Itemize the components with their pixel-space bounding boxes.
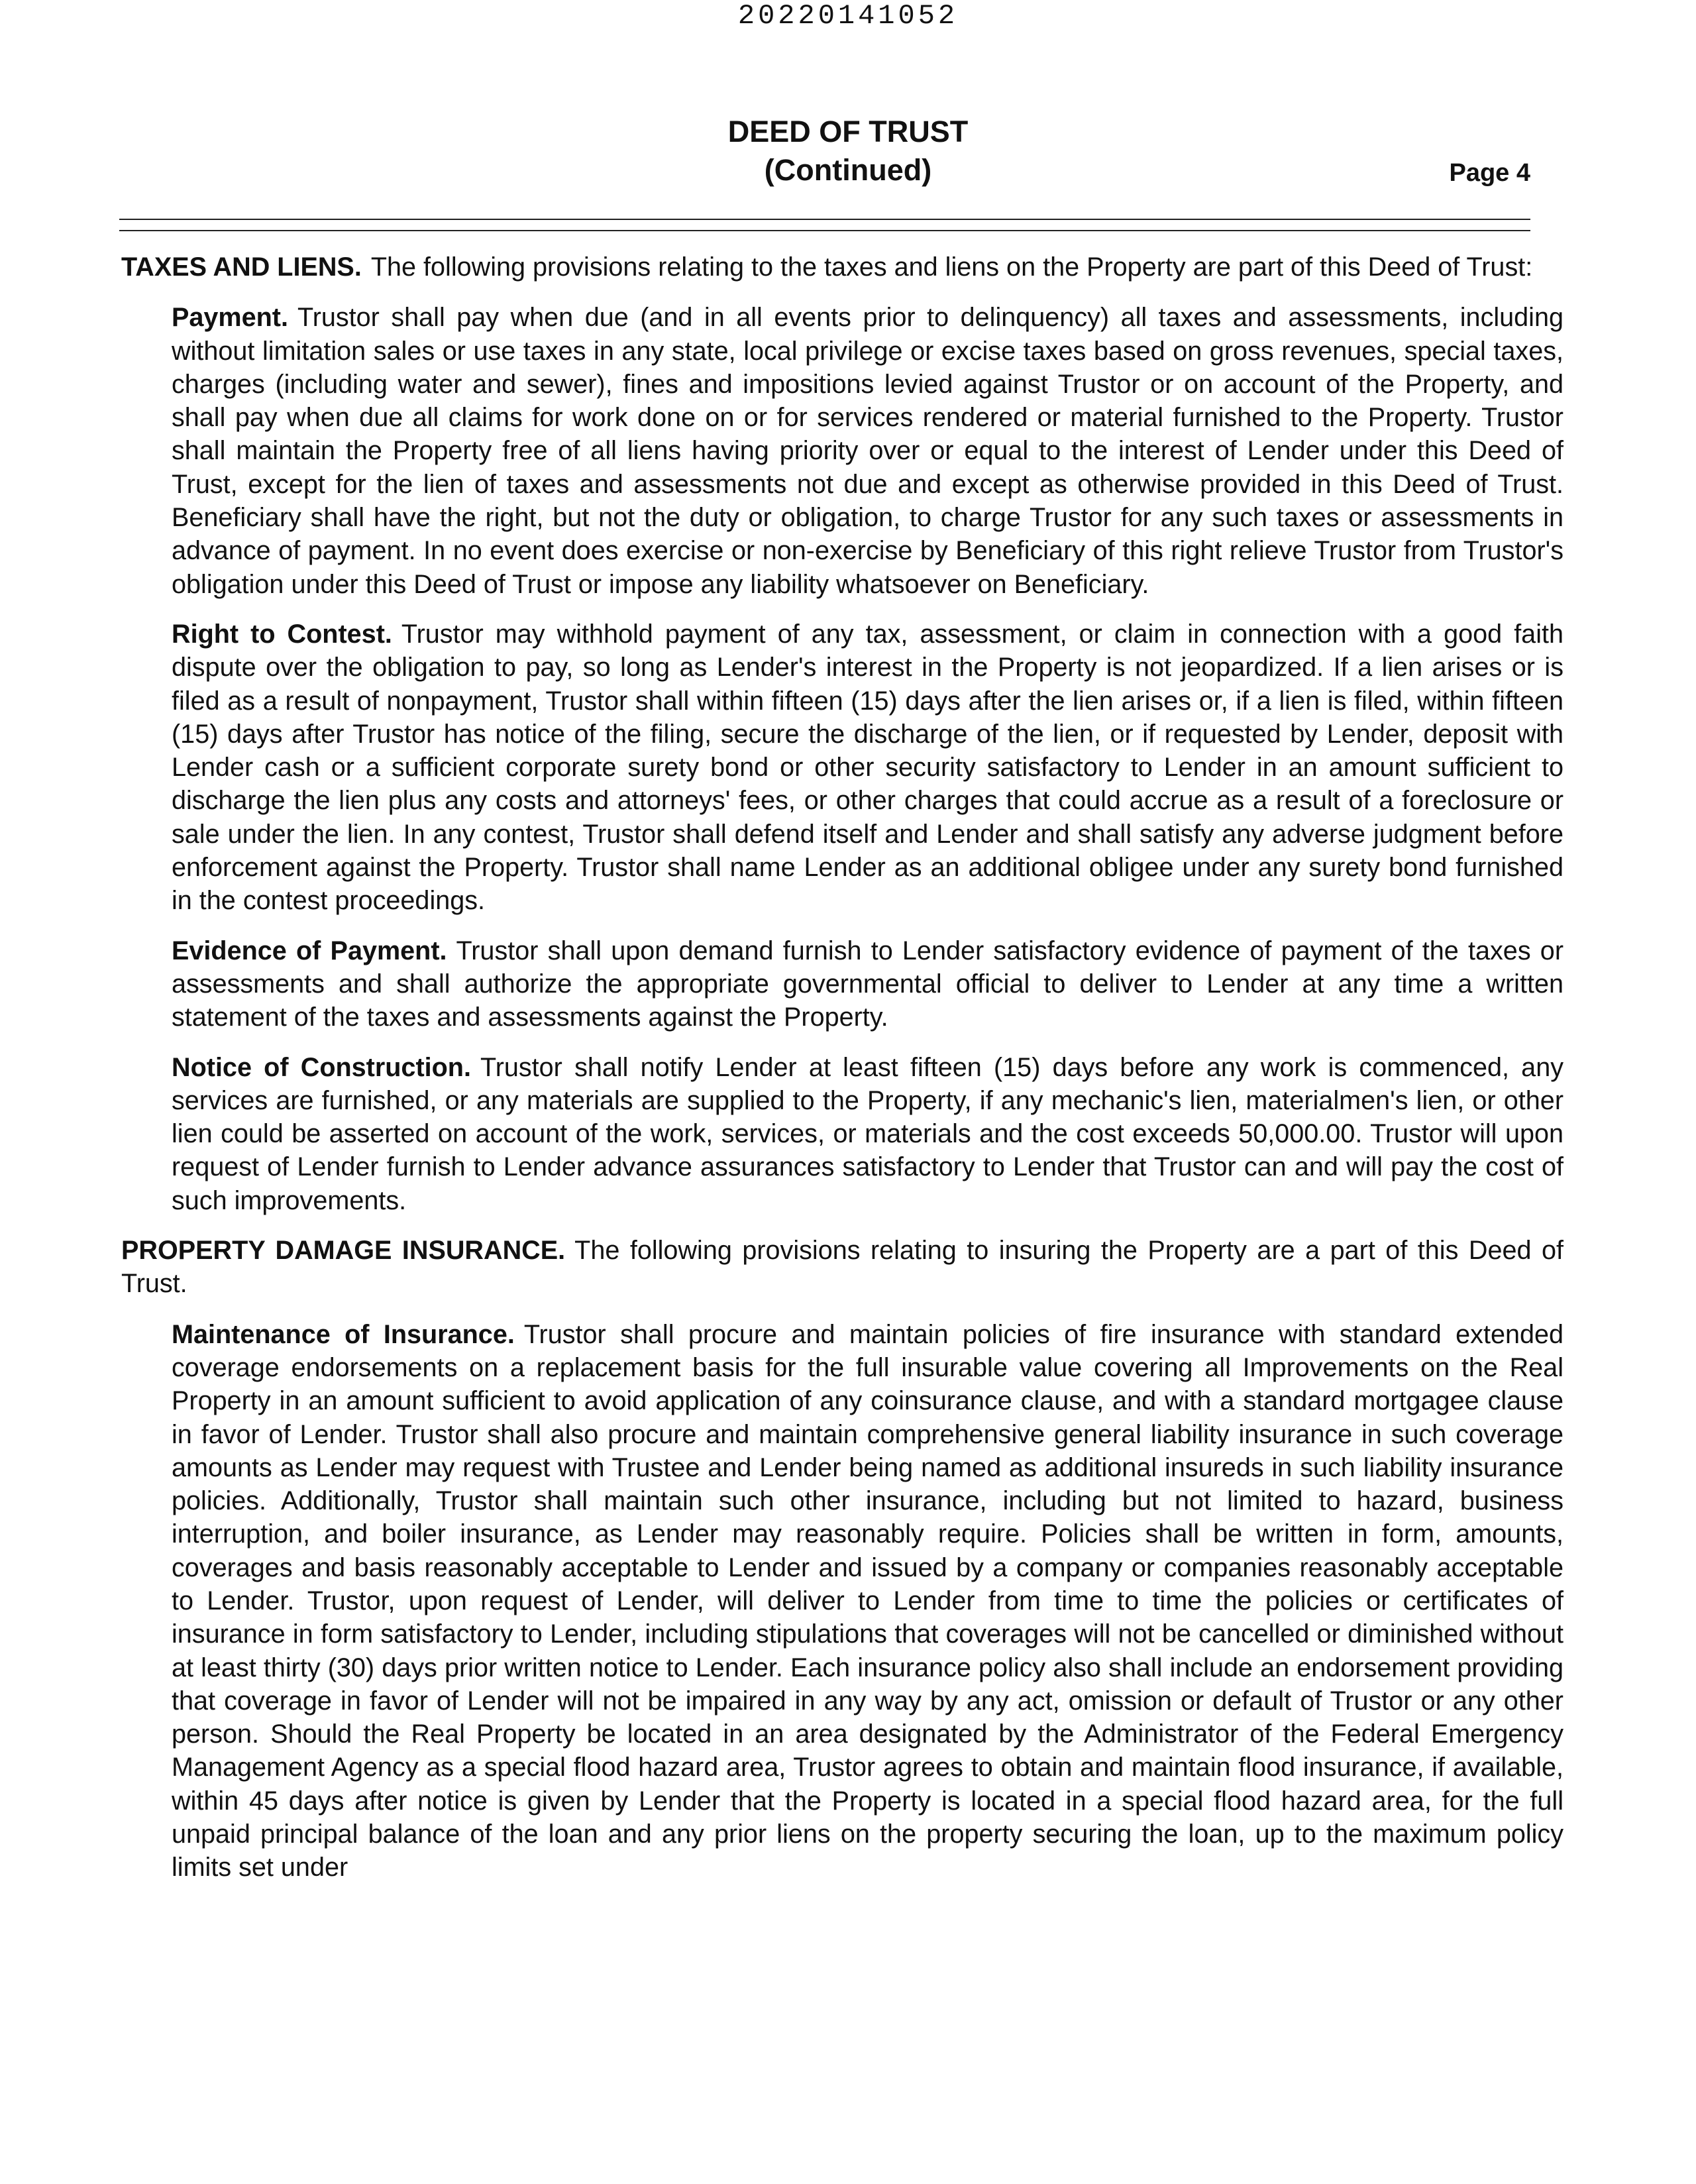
subsection-heading: Maintenance of Insurance. [172,1319,515,1349]
header-rule-bottom [119,230,1530,231]
subsection-text: Trustor shall notify Lender at least fifteen (15) days before any work is commenced, any services are furnished, or any materials are supplied to the Property, if any mechanic's lien, materialmen's lien, or other lien could be asserted on account of the work, services, or materials and the cost exceeds 50,000.00. Trustor will upon request of Lender furnish to Lender advance assurances satisfactory to Lender that Trustor can and will pay the cost of such improvements. [172,1052,1564,1215]
subsection-payment [172,301,1564,601]
section-text: The following provisions relating to insuring the Property are a part of this Deed of Trust. [121,1236,1564,1299]
header-rule-top [119,219,1530,220]
title-block [0,113,1696,190]
section-taxes-and-liens [121,250,1564,284]
section-text: The following provisions relating to the taxes and liens on the Property are part of this Deed of Trust: [370,252,1533,282]
section-heading: PROPERTY DAMAGE INSURANCE. [121,1236,566,1266]
subsection-notice-of-construction [172,1051,1564,1217]
subsection-heading: Notice of Construction. [172,1052,471,1082]
document-body [121,250,1564,1901]
document-subtitle: (Continued) [764,153,932,187]
subsection-right-to-contest [172,618,1564,918]
recording-number: 20220141052 [737,0,959,32]
subsection-evidence-of-payment [172,934,1564,1034]
subsection-text: Trustor shall pay when due (and in all events prior to delinquency) all taxes and assessments, including without limitation sales or use taxes in any state, local privilege or excise taxes based on gross revenues, special taxes, charges (including water and sewer), fines and impositions levied against Trustor or on account of the Property, and shall pay when due all claims for work done on or for services rendered or material furnished to the Property. Trustor shall maintain the Property free of all liens having priority over or equal to the interest of Lender under this Deed of Trust, except for the lien of taxes and assessments not due and except as otherwise provided in this Deed of Trust. Beneficiary shall have the right, but not the duty or obligation, to charge Trustor for any such taxes or assessments in advance of payment. In no event does exercise or non-exercise by Beneficiary of this right relieve Trustor from Trustor's obligation under this Deed of Trust or impose any liability whatsoever on Beneficiary. [172,303,1564,599]
section-property-damage-insurance [121,1234,1564,1301]
subsection-text: Trustor may withhold payment of any tax, assessment, or claim in connection with a good faith dispute over the obligation to pay, so long as Lender's interest in the Property is not jeopardized. If a lien arises or is filed as a result of nonpayment, Trustor shall within fifteen (15) days after the lien arises or, if a lien is filed, within fifteen (15) days after Trustor has notice of the filing, secure the discharge of the lien, or if requested by Lender, deposit with Lender cash or a sufficient corporate surety bond or other security satisfactory to Lender in an amount sufficient to discharge the lien plus any costs and attorneys' fees, or other charges that could accrue as a result of a foreclosure or sale under the lien. In any contest, Trustor shall defend itself and Lender and shall satisfy any adverse judgment before enforcement against the Property. Trustor shall name Lender as an additional obligee under any surety bond furnished in the contest proceedings. [172,619,1564,916]
subsection-text: Trustor shall upon demand furnish to Lender satisfactory evidence of payment of the taxes or assessments and shall authorize the appropriate governmental official to deliver to Lender at any time a written statement of the taxes and assessments against the Property. [172,936,1564,1032]
subsection-text: Trustor shall procure and maintain policies of fire insurance with standard extended coverage endorsements on a replacement basis for the full insurable value covering all Improvements on the Real Property in an amount sufficient to avoid application of any coinsurance clause, and with a standard mortgagee clause in favor of Lender. Trustor shall also procure and maintain comprehensive general liability insurance in such coverage amounts as Lender may request with Trustee and Lender being named as additional insureds in such liability insurance policies. Additionally, Trustor shall maintain such other insurance, including but not limited to hazard, business interruption, and boiler insurance, as Lender may reasonably require. Policies shall be written in form, amounts, coverages and basis reasonably acceptable to Lender and issued by a company or companies reasonably acceptable to Lender. Trustor, upon request of Lender, will deliver to Lender from time to time the policies or certificates of insurance in form satisfactory to Lender, including stipulations that coverages will not be cancelled or diminished without at least thirty (30) days prior written notice to Lender. Each insurance policy also shall include an endorsement providing that coverage in favor of Lender will not be impaired in any way by any act, omission or default of Trustor or any other person. Should the Real Property be located in an area designated by the Administrator of the Federal Emergency Management Agency as a special flood hazard area, Trustor agrees to obtain and maintain flood insurance, if available, within 45 days after notice is given by Lender that the Property is located in a special flood hazard area, for the full unpaid principal balance of the loan and any prior liens on the property securing the loan, up to the maximum policy limits set under [172,1319,1564,1883]
subsection-heading: Evidence of Payment. [172,936,447,965]
section-heading: TAXES AND LIENS. [121,252,362,282]
page-number: Page 4 [1449,159,1530,187]
subsection-maintenance-of-insurance [172,1318,1564,1884]
subsection-heading: Payment. [172,303,288,333]
subsection-heading: Right to Contest. [172,619,392,649]
document-title: DEED OF TRUST [727,115,969,148]
